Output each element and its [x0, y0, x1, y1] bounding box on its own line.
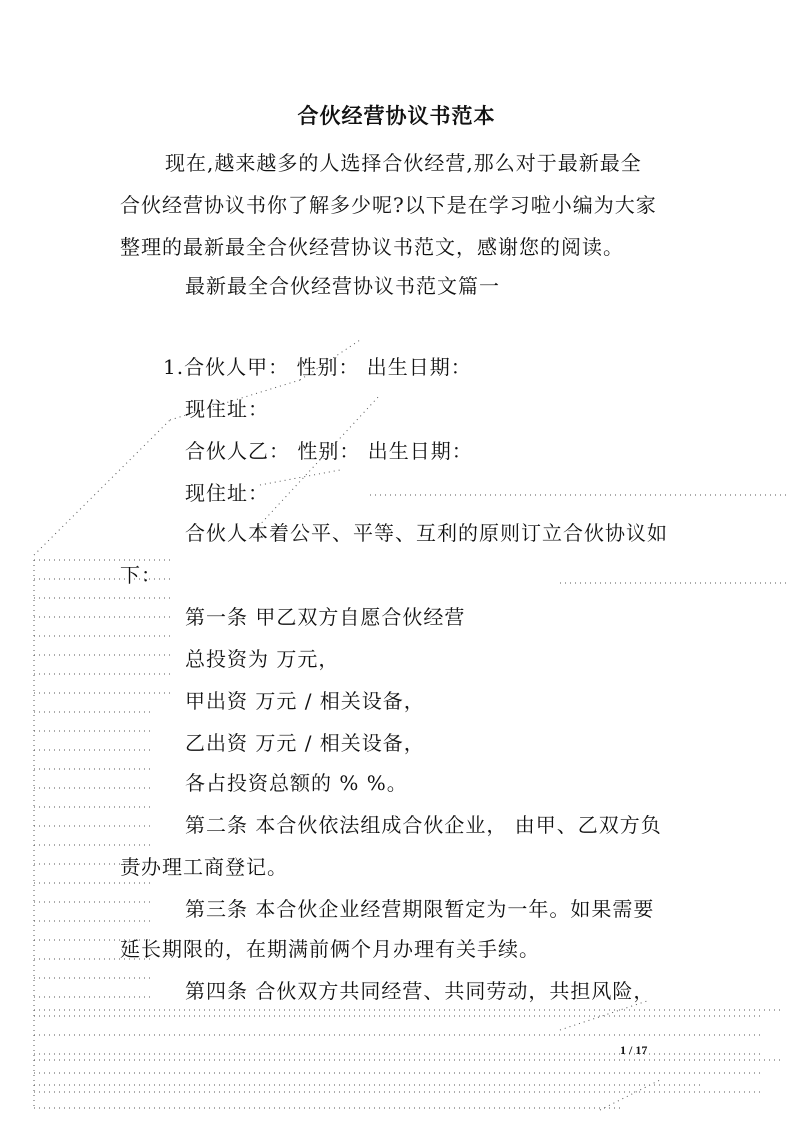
body-line-share: 各占投资总额的 % %。 — [185, 771, 408, 795]
body-line-a-investment: 甲出资 万元 / 相关设备， — [185, 689, 425, 713]
body-line-principle: 合伙人本着公平、平等、互利的原则订立合伙协议如 — [185, 521, 668, 545]
body-line-article-3: 第三条 本合伙企业经营期限暂定为一年。如果需要 — [185, 897, 655, 921]
page-number: 1 / 17 — [620, 1043, 648, 1057]
body-line-total-investment: 总投资为 万元， — [185, 647, 340, 671]
body-line-article-2-cont: 责办理工商登记。 — [120, 855, 288, 879]
section-heading: 最新最全合伙经营协议书范文篇一 — [185, 274, 500, 298]
body-line-article-4: 第四条 合伙双方共同经营、共同劳动，共担风险， — [185, 979, 655, 1003]
body-line-article-3-cont: 延长期限的，在期满前俩个月办理有关手续。 — [120, 937, 540, 961]
intro-line-1: 现在,越来越多的人选择合伙经营,那么对于最新最全 — [165, 151, 642, 175]
body-line-address-b: 现住址： — [185, 481, 269, 505]
document-title: 合伙经营协议书范本 — [297, 103, 496, 128]
body-line-article-2: 第二条 本合伙依法组成合伙企业， 由甲、乙双方负 — [185, 813, 662, 837]
body-line-address-a: 现住址： — [185, 397, 269, 421]
intro-line-2: 合伙经营协议书你了解多少呢?以下是在学习啦小编为大家 — [120, 193, 657, 217]
body-line-partner-b: 合伙人乙： 性别： 出生日期： — [185, 439, 473, 463]
body-line-article-1: 第一条 甲乙双方自愿合伙经营 — [185, 605, 466, 629]
body-line-principle-cont: 下： — [120, 563, 162, 587]
body-line-b-investment: 乙出资 万元 / 相关设备， — [185, 731, 425, 755]
intro-line-3: 整理的最新最全合伙经营协议书范文，感谢您的阅读。 — [120, 235, 624, 259]
body-line-partner-a: 1.合伙人甲： 性别： 出生日期： — [163, 355, 472, 379]
